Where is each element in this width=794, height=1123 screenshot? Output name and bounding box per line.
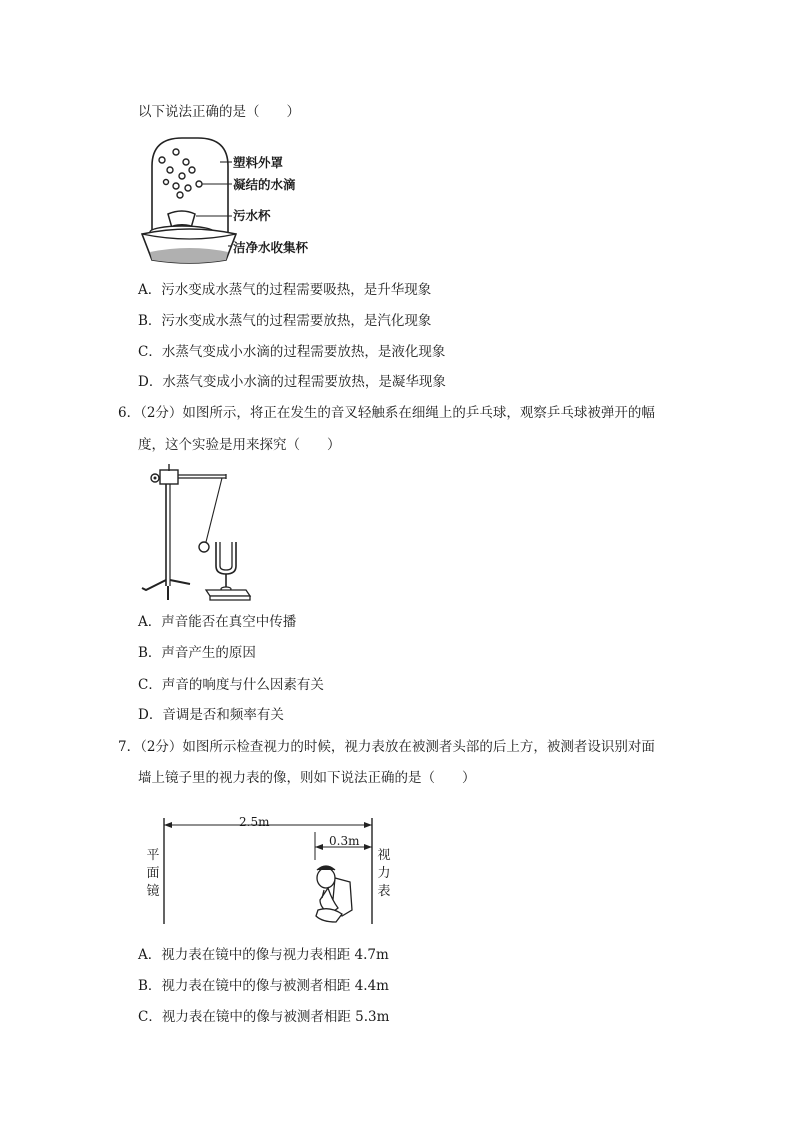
q6-stem-line1: 6．（2分）如图所示，将正在发生的音叉轻触系在细绳上的乒乓球，观察乒乓球被弹开的幅 [118,405,655,421]
q5-option-b[interactable]: B．污水变成水蒸气的过程需要放热，是汽化现象 [138,313,432,329]
q6-figure-tuning-fork [138,462,268,604]
q7-stem-line1: 7．（2分）如图所示检查视力的时候，视力表放在被测者头部的后上方，被测者设识别对面 [118,739,655,755]
label-dirty-water-cup: 污水杯 [233,208,271,223]
q6-option-a[interactable]: A．声音能否在真空中传播 [138,614,297,630]
q7-option-a[interactable]: A．视力表在镜中的像与视力表相距 4.7m [138,947,389,963]
q7-distance-total: 2.5m [239,815,270,829]
q5-stem: 以下说法正确的是（ ） [138,104,300,120]
q5-option-d[interactable]: D．水蒸气变成小水滴的过程需要放热，是凝华现象 [138,374,446,390]
label-clean-water-collector: 洁净水收集杯 [233,240,309,255]
q5-option-c[interactable]: C．水蒸气变成小水滴的过程需要放热，是液化现象 [138,344,446,360]
q7-chart-label: 视力表 [377,848,391,899]
q5-option-a[interactable]: A．污水变成水蒸气的过程需要吸热，是升华现象 [138,282,432,298]
q7-mirror-label: 平面镜 [146,848,160,899]
q7-option-b[interactable]: B．视力表在镜中的像与被测者相距 4.4m [138,978,389,994]
q6-option-b[interactable]: B．声音产生的原因 [138,645,256,661]
q7-option-c[interactable]: C．视力表在镜中的像与被测者相距 5.3m [138,1009,390,1025]
label-plastic-cover: 塑料外罩 [233,155,284,170]
q6-stem-line2: 度，这个实验是用来探究（ ） [138,437,341,453]
q7-stem-line2: 墙上镜子里的视力表的像，则如下说法正确的是（ ） [138,770,476,786]
label-condensed-droplets: 凝结的水滴 [233,177,296,192]
q6-option-c[interactable]: C．声音的响度与什么因素有关 [138,677,324,693]
q7-distance-short: 0.3m [329,834,360,848]
q6-option-d[interactable]: D．音调是否和频率有关 [138,707,284,723]
